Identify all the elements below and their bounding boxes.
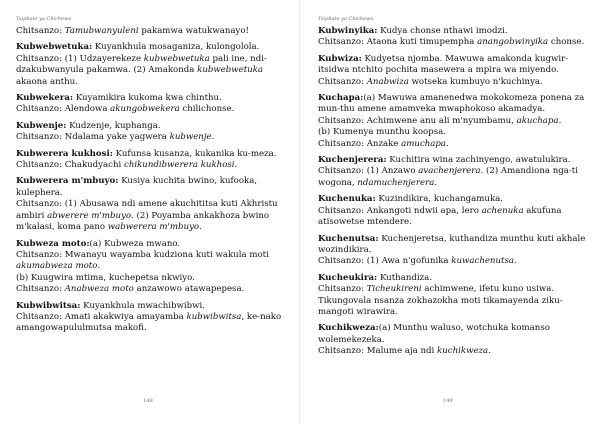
entry-text: (a) Mawuwa amanenedwa mokokomeza ponena za mun-thu amene amamveka mwaphokoso akamadya. xyxy=(318,93,585,115)
page-number-right: 149 xyxy=(443,398,453,404)
dictionary-entry xyxy=(318,155,590,189)
entry-text: pali ine, ndi-dzakubwanyula pakamwa. (2) Amakonda xyxy=(16,53,267,76)
entry-line xyxy=(16,250,290,273)
entry-text: . xyxy=(434,177,438,188)
page-number-left: 148 xyxy=(143,398,153,404)
entry-definition xyxy=(16,121,290,132)
entry-text: Chitsanzo: xyxy=(16,26,65,36)
entry-headword: Kuchenuka: xyxy=(318,194,376,205)
entry-line xyxy=(318,284,590,318)
entry-text: (a) Kubweza mwano. xyxy=(89,238,181,249)
example-term: Tamubwanyuleni xyxy=(64,26,139,36)
entry-headword: Kubwerera m'mbuyo: xyxy=(16,176,119,187)
dictionary-entry xyxy=(318,273,590,319)
entry-line xyxy=(318,127,590,138)
example-term: anangobwinyika xyxy=(477,37,549,48)
entry-text: Kuyamikira kukoma kwa chinthu. xyxy=(73,93,222,104)
entry-definition xyxy=(318,194,590,205)
dictionary-entry xyxy=(16,301,290,335)
entry-line xyxy=(16,132,290,143)
entry-text: . xyxy=(199,222,202,233)
entry-text: Chitsanzo: (1) Abusawa ndi amene akuchititsa kuti Akhristu ambiri xyxy=(16,199,278,221)
entry-definition xyxy=(16,301,290,312)
entry-headword: Kubweza moto: xyxy=(16,238,90,249)
entry-definition xyxy=(318,26,590,37)
entry-text: Kudzenje, kuphanga. xyxy=(66,120,161,131)
entry-text: Kuyankhula mosaganiza, kulongolola. xyxy=(92,42,260,53)
example-term: Anabwiza xyxy=(366,76,409,87)
entry-definition xyxy=(16,149,290,160)
entry-text: . xyxy=(97,261,101,272)
entry-line xyxy=(16,54,290,88)
entry-headword: Kubwiza: xyxy=(318,53,362,64)
dictionary-entry xyxy=(16,26,290,37)
entry-line xyxy=(318,77,590,88)
entry-text: Chitsanzo: xyxy=(318,284,367,295)
entry-text: Chitsanzo: (1) Udzayerekeze xyxy=(16,53,144,64)
dictionary-entry xyxy=(318,323,590,357)
entry-line xyxy=(16,199,290,233)
dictionary-entry xyxy=(318,93,590,150)
entry-text: . xyxy=(558,115,562,126)
entry-text: Kudyetsa njomba. Mawuwa amakonda kugwir-itsidwa ntchito pochita masewera a mpira wa miyendo. xyxy=(318,53,569,76)
entry-text: akufuna atisowetse mtendere. xyxy=(318,205,562,228)
entry-text: (a) Munthu waluso, wotchuka komanso wolemekezeka. xyxy=(318,323,550,345)
entry-line xyxy=(318,256,590,267)
entry-text: wotseka kumbuyo n'kuchinya. xyxy=(408,76,543,87)
entry-text: Kuchenjeretsa, kuthandiza munthu kuti akhale wozindikira. xyxy=(318,233,586,255)
entry-headword: Kubwerera kukhosi: xyxy=(16,148,113,159)
dictionary-entry xyxy=(318,26,590,49)
entry-text: Chitsanzo: Mwanayu wayamba kudziona kuti wakula moti xyxy=(16,249,269,260)
left-page-body xyxy=(16,26,290,335)
entry-headword: Kubwinyika: xyxy=(318,26,378,36)
example-term: wabwerera m'mbuyo xyxy=(107,222,200,233)
example-term: ndamuchenjerera xyxy=(357,177,435,188)
example-term: kuchikweza xyxy=(437,346,489,357)
entry-headword: Kubwibwitsa: xyxy=(16,300,81,311)
example-term: kuwachenutsa xyxy=(451,256,514,267)
entry-definition xyxy=(318,323,590,346)
entry-definition xyxy=(318,54,590,77)
entry-line xyxy=(318,116,590,127)
entry-definition xyxy=(318,273,590,284)
entry-text: (b) Kumenya munthu koopsa. xyxy=(318,127,446,138)
entry-definition xyxy=(16,93,290,104)
entry-headword: Kuchenutsa: xyxy=(318,233,379,244)
entry-headword: Kuchenjerera: xyxy=(318,155,387,166)
entry-text: Kudya chonse nthawi imodzi. xyxy=(377,26,508,36)
entry-text: Chitsanzo: Ankangoti ndwii apa, lero xyxy=(318,205,482,216)
entry-line xyxy=(318,139,590,150)
entry-text: anzawowo atawapepesa. xyxy=(133,284,245,295)
example-term: abwerere m'mbuyo xyxy=(47,210,132,221)
entry-text: Chitsanzo: Chakudyachi xyxy=(16,160,124,171)
dictionary-entry xyxy=(16,121,290,144)
entry-text: chonse. xyxy=(548,37,585,48)
entry-line xyxy=(318,166,590,189)
entry-text: (b) Kuugwira mtima, kuchepetsa nkwiyo. xyxy=(16,272,195,283)
entry-definition xyxy=(318,93,590,116)
entry-definition xyxy=(318,234,590,257)
entry-text: Kuyankhula mwachibwibwi. xyxy=(80,300,205,311)
running-head-right: Tsiphate ya Chichewa xyxy=(318,16,374,22)
example-term: kubwibwitsa xyxy=(186,311,242,322)
entry-text: Kuchitira wina zachinyengo, awatulukira. xyxy=(386,155,571,166)
entry-text: Chitsanzo: Malume aja ndi xyxy=(318,346,438,357)
dictionary-entry xyxy=(318,234,590,268)
example-term: kubwebwetuka xyxy=(143,53,210,64)
running-head-left: Tsiphate ya Chichewa xyxy=(16,16,72,22)
example-term: achenuka xyxy=(481,205,524,216)
example-term: akungobwekera xyxy=(110,104,180,115)
dictionary-entry xyxy=(16,176,290,233)
entry-text: . xyxy=(488,346,491,357)
example-term: akuchapa xyxy=(516,115,559,126)
entry-headword: Kubwebwetuka: xyxy=(16,42,93,53)
entry-line xyxy=(16,104,290,115)
example-term: kubwenje xyxy=(169,132,212,143)
entry-headword: Kucheukira: xyxy=(318,272,378,283)
dictionary-entry xyxy=(16,42,290,88)
entry-text: chilichonse. xyxy=(179,104,235,115)
entry-text: , ke-nako amangowapululmutsa makofi. xyxy=(16,311,282,334)
example-term: amuchapa xyxy=(401,138,447,149)
entry-line xyxy=(318,346,590,357)
entry-text: Kuthandiza. xyxy=(377,272,432,283)
entry-line xyxy=(16,160,290,171)
entry-text: . xyxy=(234,160,238,171)
example-term: Ticheukireni xyxy=(366,284,422,295)
example-term: kubwebwetuka xyxy=(197,65,264,76)
entry-text: . xyxy=(514,256,517,267)
entry-definition xyxy=(16,176,290,199)
example-term: Anabweza moto xyxy=(64,284,134,295)
entry-text: Chitsanzo: xyxy=(318,76,367,87)
entry-headword: Kubwekera: xyxy=(16,93,74,104)
entry-line xyxy=(318,37,590,48)
entry-text: Chitsanzo: Anzake xyxy=(318,138,402,149)
entry-text: pakamwa watukwanayo! xyxy=(138,26,249,36)
dictionary-entry xyxy=(318,194,590,228)
entry-text: akaona anthu. xyxy=(16,76,78,87)
entry-text: . xyxy=(446,138,449,149)
entry-line xyxy=(318,206,590,229)
entry-definition xyxy=(16,42,290,53)
entry-definition xyxy=(16,26,290,37)
entry-text: Chitsanzo: Amati akakwiya amayamba xyxy=(16,311,187,322)
entry-text: Chitsanzo: Ndalama yake yagwera xyxy=(16,132,170,143)
right-page xyxy=(300,0,600,424)
entry-text: Kufunsa kusanza, kukanika ku-meza. xyxy=(112,148,277,159)
entry-line xyxy=(16,273,290,284)
example-term: akumabweza moto xyxy=(16,261,98,272)
dictionary-entry xyxy=(16,93,290,116)
dictionary-entry xyxy=(318,54,590,88)
entry-text: . (2) Poyamba ankakhoza bwino m'kalasi, koma pano xyxy=(16,210,270,233)
entry-line xyxy=(16,312,290,335)
entry-text: Chitsanzo: (1) Awa n'gofunika xyxy=(318,256,452,267)
entry-text: Kuzindikira, kuchangamuka. xyxy=(375,194,504,205)
entry-headword: Kubwenje: xyxy=(16,120,67,131)
entry-headword: Kuchapa: xyxy=(318,93,364,104)
entry-text: . xyxy=(211,132,215,143)
entry-text: Chitsanzo: Achimwene anu ali m'nyumbamu, xyxy=(318,115,517,126)
entry-text: Chitsanzo: (1) Anzawo xyxy=(318,166,419,177)
entry-line xyxy=(16,284,290,295)
entry-text: Chitsanzo: xyxy=(16,284,65,295)
right-page-body xyxy=(318,26,590,358)
entry-headword: Kuchikweza: xyxy=(318,323,379,334)
dictionary-entry xyxy=(16,149,290,172)
example-term: chikundibwerera kukhosi xyxy=(124,160,235,171)
entry-text: . (2) Amandiona nga-ti wogona, xyxy=(318,166,578,188)
entry-text: achimwene, ifetu kuno usiwa. Tikungovala nsanza zokhazokha moti tikamayenda ziku-mangoti wirawira. xyxy=(318,284,563,317)
dictionary-entry xyxy=(16,239,290,296)
entry-text: Chitsanzo: Ataona kuti timupempha xyxy=(318,37,478,48)
example-term: avachenjerera xyxy=(418,166,481,177)
entry-definition xyxy=(318,155,590,166)
entry-text: Chitsanzo: Alendowa xyxy=(16,104,111,115)
entry-text: Kusiya kuchita bwino, kufooka, kulephera. xyxy=(16,176,258,198)
entry-definition xyxy=(16,239,290,250)
